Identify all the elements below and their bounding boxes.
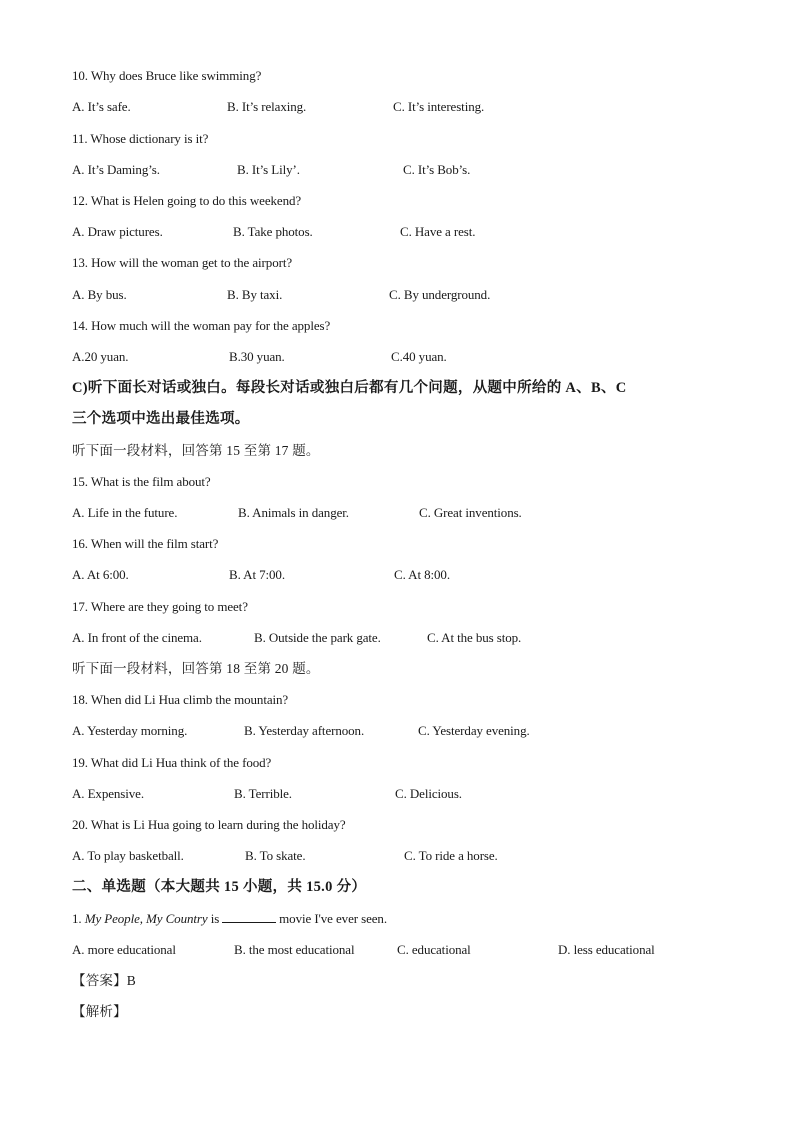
question-12-option-a: A. Draw pictures. — [72, 224, 163, 239]
question-14-stem: 14. How much will the woman pay for the apples? — [72, 318, 331, 333]
question-11-option-a: A. It’s Daming’s. — [72, 162, 160, 177]
question-15-option-a: A. Life in the future. — [72, 505, 178, 520]
question-16-stem: 16. When will the film start? — [72, 536, 219, 551]
question-19-stem: 19. What did Li Hua think of the food? — [72, 755, 272, 770]
answer-blank — [222, 909, 276, 923]
question-text-is: is — [210, 911, 220, 926]
question-12-option-b: B. Take photos. — [233, 224, 313, 239]
question-18-option-a: A. Yesterday morning. — [72, 723, 188, 738]
single-choice-question-1-option-a: A. more educational — [72, 942, 176, 957]
question-20-option-a: A. To play basketball. — [72, 848, 184, 863]
question-10-stem: 10. Why does Bruce like swimming? — [72, 68, 262, 83]
question-18-stem: 18. When did Li Hua climb the mountain? — [72, 692, 289, 707]
question-13-option-b: B. By taxi. — [227, 287, 283, 302]
analysis-label: 【解析】 — [72, 1004, 127, 1019]
question-14-option-a: A.20 yuan. — [72, 349, 129, 364]
question-10-option-a: A. It’s safe. — [72, 99, 131, 114]
single-choice-question-1-option-d: D. less educational — [558, 942, 655, 957]
question-16-option-a: A. At 6:00. — [72, 567, 129, 582]
question-number: 1. — [72, 911, 82, 926]
question-text-rest: movie I've ever seen. — [279, 911, 387, 926]
question-20-option-c: C. To ride a horse. — [404, 848, 498, 863]
passage-1-instruction: 听下面一段材料，回答第 15 至第 17 题。 — [72, 443, 320, 458]
question-18-option-c: C. Yesterday evening. — [418, 723, 530, 738]
question-16-option-b: B. At 7:00. — [229, 567, 285, 582]
question-14-option-c: C.40 yuan. — [391, 349, 447, 364]
film-title: My People, My Country — [84, 911, 208, 926]
question-17-option-b: B. Outside the park gate. — [254, 630, 381, 645]
single-choice-question-1-option-b: B. the most educational — [234, 942, 355, 957]
section-c-instruction-line-1: C)听下面长对话或独白。每段长对话或独白后都有几个问题，从题中所给的 A、B、C — [72, 380, 627, 396]
question-14-option-b: B.30 yuan. — [229, 349, 285, 364]
question-12-option-c: C. Have a rest. — [400, 224, 476, 239]
question-10-option-b: B. It’s relaxing. — [227, 99, 307, 114]
question-15-option-c: C. Great inventions. — [419, 505, 522, 520]
question-11-option-c: C. It’s Bob’s. — [403, 162, 471, 177]
single-choice-question-1-stem — [72, 909, 387, 929]
question-17-option-a: A. In front of the cinema. — [72, 630, 202, 645]
question-19-option-c: C. Delicious. — [395, 786, 462, 801]
question-20-stem: 20. What is Li Hua going to learn during the holiday? — [72, 817, 346, 832]
question-17-stem: 17. Where are they going to meet? — [72, 599, 248, 614]
question-18-option-b: B. Yesterday afternoon. — [244, 723, 365, 738]
question-19-option-b: B. Terrible. — [234, 786, 292, 801]
question-15-option-b: B. Animals in danger. — [238, 505, 349, 520]
question-11-option-b: B. It’s Lily’. — [237, 162, 300, 177]
single-choice-question-1-option-c: C. educational — [397, 942, 471, 957]
question-13-option-a: A. By bus. — [72, 287, 127, 302]
question-20-option-b: B. To skate. — [245, 848, 306, 863]
answer-label: 【答案】B — [72, 973, 137, 988]
section-2-title: 二、单选题（本大题共 15 小题，共 15.0 分） — [72, 879, 367, 895]
question-19-option-a: A. Expensive. — [72, 786, 144, 801]
question-17-option-c: C. At the bus stop. — [427, 630, 522, 645]
passage-2-instruction: 听下面一段材料，回答第 18 至第 20 题。 — [72, 661, 320, 676]
question-12-stem: 12. What is Helen going to do this weekend? — [72, 193, 302, 208]
question-10-option-c: C. It’s interesting. — [393, 99, 485, 114]
section-c-instruction-line-2: 三个选项中选出最佳选项。 — [72, 411, 250, 427]
question-13-stem: 13. How will the woman get to the airport? — [72, 255, 292, 270]
question-13-option-c: C. By underground. — [389, 287, 491, 302]
question-15-stem: 15. What is the film about? — [72, 474, 211, 489]
question-11-stem: 11. Whose dictionary is it? — [72, 131, 209, 146]
question-16-option-c: C. At 8:00. — [394, 567, 450, 582]
